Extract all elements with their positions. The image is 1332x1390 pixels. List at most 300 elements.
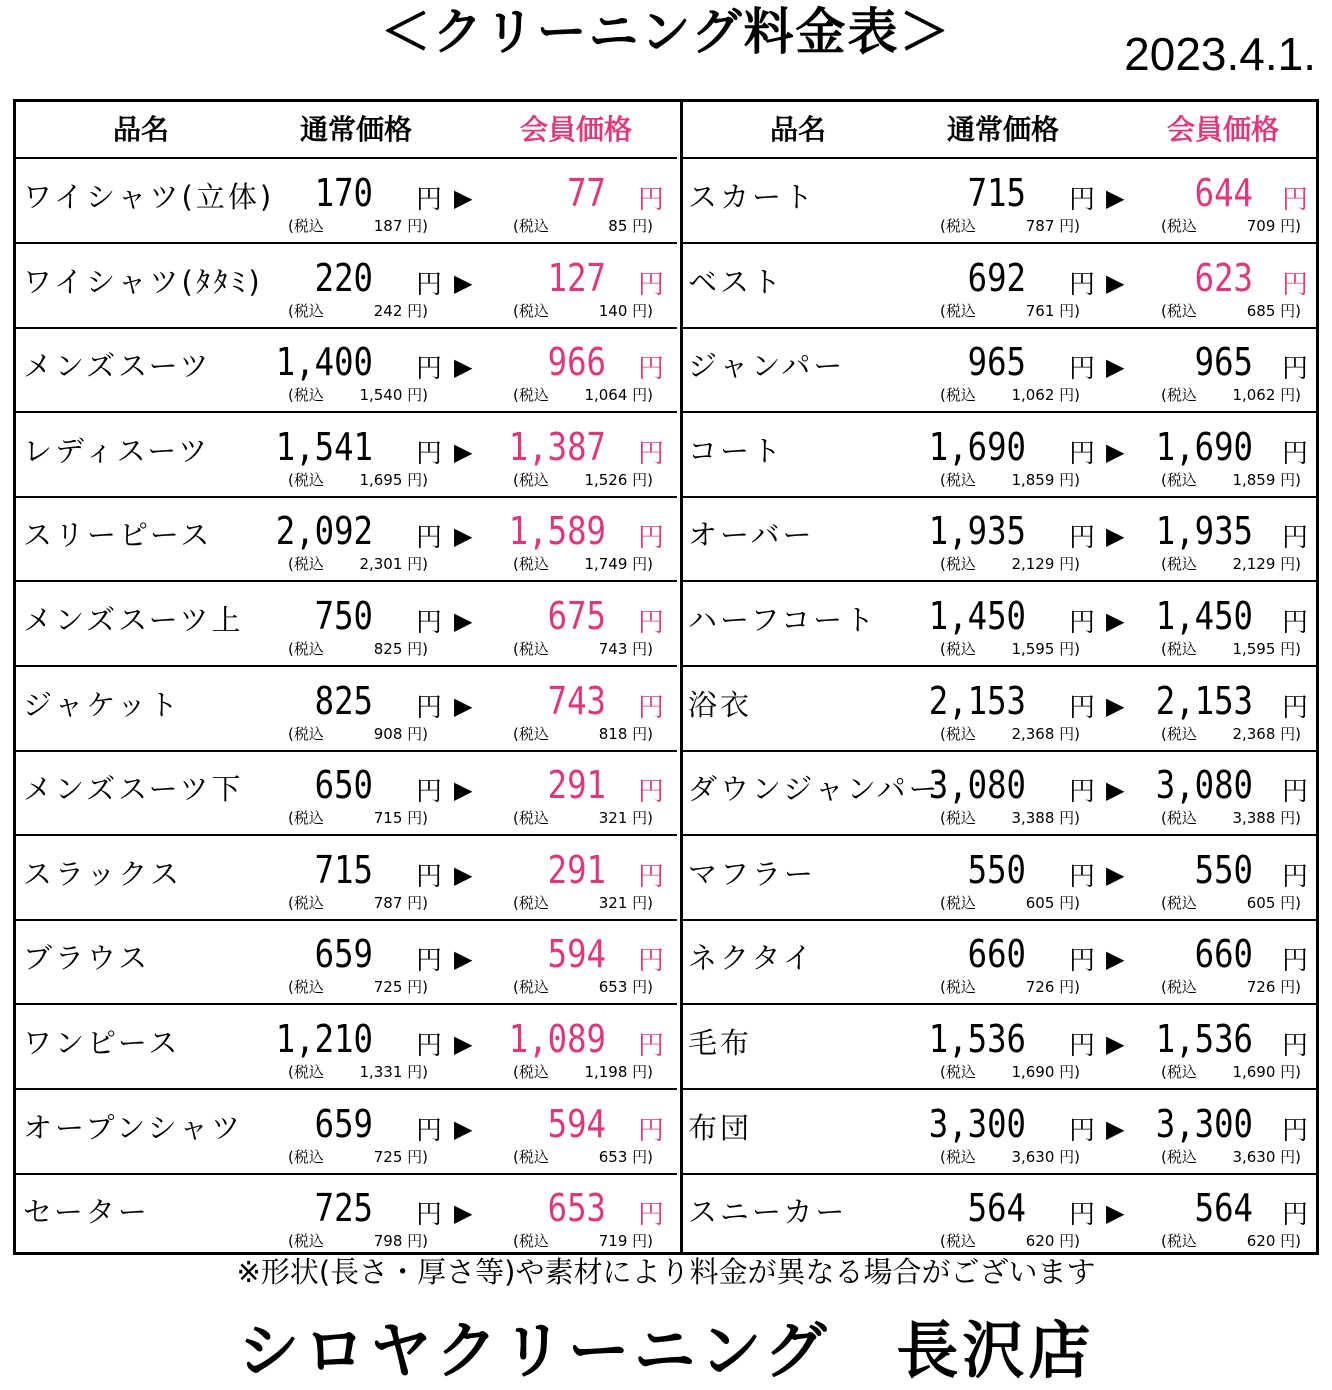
member-price: 623 <box>1194 255 1253 300</box>
member-tax-included <box>513 471 653 489</box>
member-price: 660 <box>1194 932 1253 977</box>
item-name: 毛布 <box>688 1026 753 1060</box>
tax-value: 3,388 円) <box>1011 809 1080 828</box>
table-row <box>683 836 1319 921</box>
item-name: ブラウス <box>23 941 151 976</box>
arrow-icon: ▶ <box>1106 691 1125 720</box>
regular-tax-included <box>940 1148 1080 1166</box>
regular-tax-included <box>288 1148 428 1166</box>
tax-value: 321 円) <box>598 893 653 912</box>
member-price: 594 <box>547 932 606 977</box>
member-price: 1,935 <box>1155 509 1253 554</box>
tax-value: 715 円) <box>373 809 428 828</box>
regular-price: 692 <box>967 255 1026 300</box>
tax-label: (税込 <box>1161 301 1197 320</box>
header-member: 会員価格 <box>1166 113 1279 146</box>
item-name: ジャンパー <box>688 349 846 384</box>
tax-label: (税込 <box>288 893 324 912</box>
tax-value: 908 円) <box>373 724 428 743</box>
yen-label: 円 <box>416 269 443 300</box>
arrow-icon: ▶ <box>1106 353 1125 382</box>
regular-price: 965 <box>967 340 1026 385</box>
yen-label: 円 <box>638 608 665 638</box>
regular-price: 1,210 <box>275 1017 373 1061</box>
table-row <box>683 497 1319 582</box>
item-name: オーバー <box>688 518 815 553</box>
tax-label: (税込 <box>288 470 324 489</box>
yen-label: 円 <box>638 1115 665 1146</box>
tax-value: 1,062 円) <box>1011 386 1080 405</box>
member-tax-included <box>1161 555 1301 573</box>
header-name: 品名 <box>769 113 826 146</box>
table-row <box>16 413 677 498</box>
regular-price: 715 <box>314 847 373 892</box>
yen-label: 円 <box>416 1200 443 1231</box>
member-price: 966 <box>547 340 606 385</box>
regular-price: 1,541 <box>275 424 373 469</box>
yen-label: 円 <box>638 861 665 892</box>
member-price: 594 <box>547 1101 606 1146</box>
yen-label: 円 <box>1282 861 1309 892</box>
yen-label: 円 <box>416 523 443 554</box>
tax-value: 242 円) <box>373 301 428 320</box>
member-tax-included <box>513 555 653 573</box>
regular-tax-included <box>940 725 1080 743</box>
tax-value: 1,526 円) <box>584 470 653 489</box>
regular-tax-included <box>940 1063 1080 1081</box>
yen-label: 円 <box>1069 354 1096 385</box>
tax-value: 140 円) <box>598 301 653 320</box>
shop-name: シロヤクリーニング 長沢店 <box>237 1314 1095 1387</box>
tax-label: (税込 <box>513 1232 549 1251</box>
tax-label: (税込 <box>940 1063 976 1081</box>
regular-tax-included <box>940 386 1080 404</box>
member-price: 564 <box>1194 1186 1253 1231</box>
regular-tax-included <box>288 809 428 827</box>
member-price: 77 <box>567 171 606 215</box>
regular-tax-included <box>288 978 428 996</box>
tax-label: (税込 <box>1161 893 1197 912</box>
price-table <box>13 99 1319 1255</box>
tax-label: (税込 <box>1161 555 1197 574</box>
member-tax-included <box>1161 725 1301 743</box>
regular-tax-included <box>288 725 428 743</box>
tax-label: (税込 <box>940 555 976 574</box>
table-row <box>16 497 677 582</box>
tax-label: (税込 <box>513 640 549 658</box>
yen-label: 円 <box>1069 946 1096 977</box>
tax-label: (税込 <box>513 386 549 405</box>
yen-label: 円 <box>416 354 443 385</box>
tax-value: 2,301 円) <box>359 555 428 574</box>
member-price: 1,690 <box>1155 424 1253 469</box>
right-half <box>683 102 1319 1252</box>
tax-value: 725 円) <box>373 1147 428 1166</box>
yen-label: 円 <box>638 692 665 723</box>
member-price: 3,080 <box>1155 763 1253 808</box>
arrow-icon: ▶ <box>1106 607 1125 635</box>
header-regular: 通常価格 <box>299 113 412 146</box>
arrow-icon: ▶ <box>454 945 473 974</box>
tax-value: 818 円) <box>598 724 653 743</box>
member-tax-included <box>1161 640 1301 658</box>
table-row <box>683 667 1319 752</box>
tax-value: 85 円) <box>608 217 653 235</box>
regular-price: 715 <box>967 171 1026 215</box>
date-label: 2023.4.1. <box>1124 28 1316 80</box>
yen-label: 円 <box>1069 692 1096 723</box>
member-tax-included <box>1161 1063 1301 1081</box>
arrow-icon: ▶ <box>1106 1030 1125 1058</box>
yen-label: 円 <box>1282 1031 1309 1061</box>
yen-label: 円 <box>1069 608 1096 638</box>
regular-tax-included <box>288 555 428 573</box>
yen-label: 円 <box>1282 523 1309 554</box>
regular-price: 659 <box>314 932 373 977</box>
tax-label: (税込 <box>288 217 324 235</box>
arrow-icon: ▶ <box>1106 268 1125 297</box>
tax-label: (税込 <box>288 301 324 320</box>
tax-label: (税込 <box>1161 1147 1197 1166</box>
item-name: メンズスーツ <box>23 349 212 384</box>
tax-value: 3,388 円) <box>1232 809 1301 828</box>
tax-label: (税込 <box>513 978 549 997</box>
yen-label: 円 <box>1282 946 1309 977</box>
member-tax-included <box>1161 1232 1301 1250</box>
item-name: コート <box>688 433 785 468</box>
regular-price: 2,153 <box>928 678 1026 723</box>
tax-label: (税込 <box>940 301 976 320</box>
tax-label: (税込 <box>940 1147 976 1166</box>
tax-label: (税込 <box>940 809 976 828</box>
yen-label: 円 <box>1069 1031 1096 1061</box>
regular-tax-included <box>940 302 1080 320</box>
member-tax-included <box>513 1232 653 1250</box>
yen-label: 円 <box>638 269 665 300</box>
tax-value: 1,062 円) <box>1232 386 1301 405</box>
table-row <box>683 1174 1319 1259</box>
tax-label: (税込 <box>288 1063 324 1081</box>
header-row <box>683 102 1319 159</box>
arrow-icon: ▶ <box>454 522 473 551</box>
member-price: 291 <box>547 847 606 892</box>
table-row <box>683 159 1319 244</box>
regular-price: 170 <box>314 171 373 215</box>
table-row <box>16 244 677 329</box>
item-name: スニーカー <box>688 1195 848 1230</box>
tax-value: 787 円) <box>373 893 428 912</box>
table-row <box>683 244 1319 329</box>
regular-tax-included <box>288 1063 428 1081</box>
header-row <box>16 102 677 159</box>
yen-label: 円 <box>638 354 665 385</box>
member-price: 644 <box>1194 171 1253 215</box>
tax-label: (税込 <box>940 470 976 489</box>
tax-label: (税込 <box>513 893 549 912</box>
arrow-icon: ▶ <box>454 268 473 297</box>
arrow-icon: ▶ <box>1106 776 1125 805</box>
yen-label: 円 <box>416 185 443 215</box>
yen-label: 円 <box>1282 777 1309 808</box>
member-price: 675 <box>547 594 606 638</box>
item-name: ネクタイ <box>688 941 815 976</box>
tax-label: (税込 <box>288 386 324 405</box>
table-row <box>16 836 677 921</box>
tax-value: 719 円) <box>598 1232 653 1251</box>
item-name: スラックス <box>23 856 183 891</box>
arrow-icon: ▶ <box>454 860 473 889</box>
tax-value: 2,129 円) <box>1011 555 1080 574</box>
tax-value: 3,630 円) <box>1232 1147 1301 1166</box>
regular-tax-included <box>940 555 1080 573</box>
regular-price: 1,450 <box>928 594 1026 638</box>
arrow-icon: ▶ <box>454 607 473 635</box>
arrow-icon: ▶ <box>454 1199 473 1228</box>
tax-label: (税込 <box>288 1232 324 1251</box>
tax-label: (税込 <box>288 724 324 743</box>
tax-value: 2,129 円) <box>1232 555 1301 574</box>
regular-tax-included <box>288 894 428 912</box>
yen-label: 円 <box>416 1031 443 1061</box>
regular-tax-included <box>940 471 1080 489</box>
tax-label: (税込 <box>1161 1232 1197 1251</box>
item-name: 浴衣 <box>688 687 753 722</box>
yen-label: 円 <box>1282 608 1309 638</box>
arrow-icon: ▶ <box>1106 1199 1125 1228</box>
member-tax-included <box>513 640 653 658</box>
tax-label: (税込 <box>513 301 549 320</box>
regular-tax-included <box>940 640 1080 658</box>
tax-label: (税込 <box>940 640 976 658</box>
member-price: 1,536 <box>1155 1017 1253 1061</box>
member-tax-included <box>1161 978 1301 996</box>
tax-value: 1,064 円) <box>584 386 653 405</box>
tax-label: (税込 <box>513 1147 549 1166</box>
header-regular: 通常価格 <box>946 113 1059 146</box>
tax-label: (税込 <box>288 809 324 828</box>
member-price: 2,153 <box>1155 678 1253 723</box>
yen-label: 円 <box>1069 861 1096 892</box>
regular-price: 725 <box>314 1186 373 1231</box>
item-name: メンズスーツ上 <box>23 603 244 637</box>
arrow-icon: ▶ <box>454 437 473 466</box>
regular-price: 3,080 <box>928 763 1026 808</box>
tax-value: 798 円) <box>373 1232 428 1251</box>
regular-price: 1,400 <box>275 340 373 385</box>
arrow-icon: ▶ <box>454 184 473 212</box>
tax-value: 2,368 円) <box>1011 724 1080 743</box>
tax-value: 1,595 円) <box>1011 640 1080 658</box>
member-price: 1,387 <box>508 424 606 469</box>
yen-label: 円 <box>638 185 665 215</box>
tax-label: (税込 <box>940 724 976 743</box>
tax-value: 709 円) <box>1246 217 1301 235</box>
arrow-icon: ▶ <box>1106 860 1125 889</box>
item-name: レディスーツ <box>23 433 211 468</box>
tax-value: 605 円) <box>1246 893 1301 912</box>
member-tax-included <box>1161 302 1301 320</box>
regular-tax-included <box>288 471 428 489</box>
member-tax-included <box>1161 217 1301 235</box>
yen-label: 円 <box>638 946 665 977</box>
tax-value: 1,198 円) <box>584 1063 653 1081</box>
tax-value: 1,540 円) <box>359 386 428 405</box>
tax-value: 1,331 円) <box>359 1063 428 1081</box>
table-row <box>683 582 1319 667</box>
yen-label: 円 <box>638 1200 665 1231</box>
table-row <box>16 920 677 1005</box>
member-tax-included <box>1161 894 1301 912</box>
yen-label: 円 <box>416 1115 443 1146</box>
arrow-icon: ▶ <box>1106 1114 1125 1143</box>
tax-label: (税込 <box>1161 470 1197 489</box>
arrow-icon: ▶ <box>454 691 473 720</box>
yen-label: 円 <box>1282 438 1309 469</box>
member-price: 127 <box>547 255 606 300</box>
tax-value: 2,368 円) <box>1232 724 1301 743</box>
header-name: 品名 <box>112 113 169 146</box>
member-price: 1,450 <box>1155 594 1253 638</box>
regular-tax-included <box>940 217 1080 235</box>
yen-label: 円 <box>1069 438 1096 469</box>
tax-value: 685 円) <box>1246 301 1301 320</box>
arrow-icon: ▶ <box>1106 945 1125 974</box>
arrow-icon: ▶ <box>1106 437 1125 466</box>
arrow-icon: ▶ <box>454 776 473 805</box>
tax-label: (税込 <box>940 978 976 997</box>
tax-label: (税込 <box>1161 640 1197 658</box>
tax-value: 620 円) <box>1246 1232 1301 1251</box>
tax-value: 1,690 円) <box>1232 1063 1301 1081</box>
tax-label: (税込 <box>513 809 549 828</box>
tax-label: (税込 <box>288 1147 324 1166</box>
tax-value: 787 円) <box>1025 217 1080 235</box>
tax-value: 825 円) <box>373 640 428 658</box>
tax-value: 3,630 円) <box>1011 1147 1080 1166</box>
arrow-icon: ▶ <box>1106 522 1125 551</box>
item-name: ハーフコート <box>688 603 878 637</box>
yen-label: 円 <box>1069 185 1096 215</box>
yen-label: 円 <box>638 777 665 808</box>
tax-value: 743 円) <box>598 640 653 658</box>
tax-value: 1,595 円) <box>1232 640 1301 658</box>
tax-value: 726 円) <box>1246 978 1301 997</box>
yen-label: 円 <box>416 608 443 638</box>
left-half <box>16 102 677 1252</box>
regular-price: 564 <box>967 1186 1026 1231</box>
tax-label: (税込 <box>1161 809 1197 828</box>
regular-price: 825 <box>314 678 373 723</box>
member-price: 550 <box>1194 847 1253 892</box>
arrow-icon: ▶ <box>454 1114 473 1143</box>
regular-tax-included <box>288 386 428 404</box>
tax-label: (税込 <box>940 386 976 405</box>
regular-price: 220 <box>314 255 373 300</box>
tax-label: (税込 <box>1161 386 1197 405</box>
regular-tax-included <box>288 1232 428 1250</box>
yen-label: 円 <box>1282 354 1309 385</box>
regular-tax-included <box>940 809 1080 827</box>
table-row <box>16 1005 677 1090</box>
regular-price: 1,690 <box>928 424 1026 469</box>
member-tax-included <box>513 894 653 912</box>
item-name: スカート <box>688 180 817 214</box>
tax-label: (税込 <box>288 978 324 997</box>
yen-label: 円 <box>1282 692 1309 723</box>
arrow-icon: ▶ <box>454 1030 473 1058</box>
item-name: ワイシャツ(立体) <box>23 180 275 214</box>
tax-value: 1,749 円) <box>584 555 653 574</box>
tax-value: 653 円) <box>598 1147 653 1166</box>
table-row <box>683 328 1319 413</box>
table-row <box>683 413 1319 498</box>
tax-label: (税込 <box>513 470 549 489</box>
tax-value: 605 円) <box>1025 893 1080 912</box>
item-name: ジャケット <box>23 687 181 722</box>
tax-value: 620 円) <box>1025 1232 1080 1251</box>
yen-label: 円 <box>416 438 443 469</box>
item-name: スリーピース <box>23 518 213 553</box>
yen-label: 円 <box>416 692 443 723</box>
yen-label: 円 <box>638 438 665 469</box>
member-tax-included <box>1161 386 1301 404</box>
yen-label: 円 <box>1282 269 1309 300</box>
tax-label: (税込 <box>288 640 324 658</box>
table-row <box>16 751 677 836</box>
yen-label: 円 <box>1282 1115 1309 1146</box>
table-row <box>16 582 677 667</box>
item-name: 布団 <box>688 1110 753 1145</box>
tax-value: 726 円) <box>1025 978 1080 997</box>
tax-label: (税込 <box>513 724 549 743</box>
table-row <box>683 1090 1319 1175</box>
member-price: 1,589 <box>508 509 606 554</box>
member-tax-included <box>513 725 653 743</box>
header-member: 会員価格 <box>519 113 632 146</box>
table-row <box>16 328 677 413</box>
table-row <box>16 667 677 752</box>
item-name: ワイシャツ(ﾀﾀﾐ) <box>23 264 263 299</box>
member-price: 291 <box>547 763 606 808</box>
tax-label: (税込 <box>513 1063 549 1081</box>
tax-value: 1,690 円) <box>1011 1063 1080 1081</box>
member-price: 965 <box>1194 340 1253 385</box>
arrow-icon: ▶ <box>1106 184 1125 212</box>
tax-label: (税込 <box>1161 1063 1197 1081</box>
yen-label: 円 <box>1069 777 1096 808</box>
table-row <box>683 1005 1319 1090</box>
member-tax-included <box>513 978 653 996</box>
tax-label: (税込 <box>1161 724 1197 743</box>
item-name: ダウンジャンパー <box>688 772 941 807</box>
tax-label: (税込 <box>513 217 549 235</box>
member-price: 3,300 <box>1155 1101 1253 1146</box>
yen-label: 円 <box>1069 1115 1096 1146</box>
regular-price: 659 <box>314 1101 373 1146</box>
yen-label: 円 <box>638 1031 665 1061</box>
regular-price: 2,092 <box>275 509 373 554</box>
yen-label: 円 <box>1069 523 1096 554</box>
member-tax-included <box>513 809 653 827</box>
member-price: 743 <box>547 678 606 723</box>
regular-tax-included <box>940 1232 1080 1250</box>
regular-price: 750 <box>314 594 373 638</box>
tax-value: 1,859 円) <box>1232 470 1301 489</box>
page-title: ＜クリーニング料金表＞ <box>380 3 952 61</box>
yen-label: 円 <box>1282 185 1309 215</box>
table-row <box>16 1090 677 1175</box>
tax-value: 187 円) <box>373 217 428 235</box>
